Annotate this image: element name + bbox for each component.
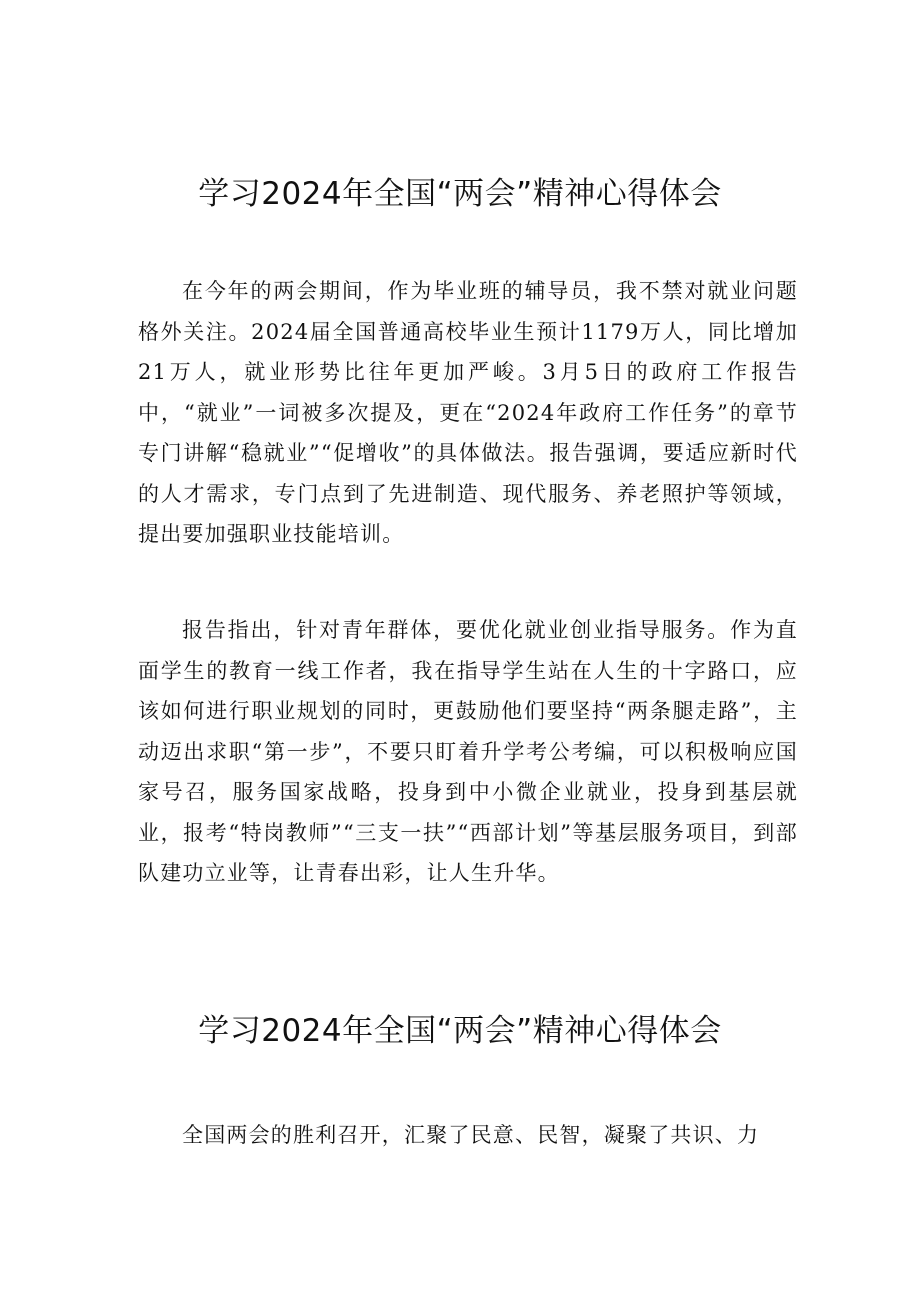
article-1-paragraph-2: 报告指出，针对青年群体，要优化就业创业指导服务。作为直面学生的教育一线工作者，我在指导学生站在人生的十字路口，应该如何进行职业规划的同时，更鼓励他们要坚持“两条腿走路”，主动迈出求职“第一步”，不要只盯着升学考公考编，可以积极响应国家号召，服务国家战略，投身到中小微企业就业，投身到基层就业，报考“特岗教师”“三支一扶”“西部计划”等基层服务项目，到部队建功立业等，让青春出彩，让人生升华。 (138, 618, 799, 885)
article-1-paragraph-1: 在今年的两会期间，作为毕业班的辅导员，我不禁对就业问题格外关注。2024届全国普通高校毕业生预计1179万人，同比增加21万人，就业形势比往年更加严峻。3月5日的政府工作报告中，“就业”一词被多次提及，更在“2024年政府工作任务”的章节专门讲解“稳就业”“促增收”的具体做法。报告强调，要适应新时代的人才需求，专门点到了先进制造、现代服务、养老照护等领域，提出要加强职业技能培训。 (138, 279, 798, 546)
article-2-paragraph-1: 全国两会的胜利召开，汇聚了民意、民智，凝聚了共识、力 (182, 1123, 760, 1147)
article-1-title: 学习2024年全国“两会”精神心得体会 (198, 176, 722, 212)
article-2-title: 学习2024年全国“两会”精神心得体会 (198, 1013, 722, 1049)
